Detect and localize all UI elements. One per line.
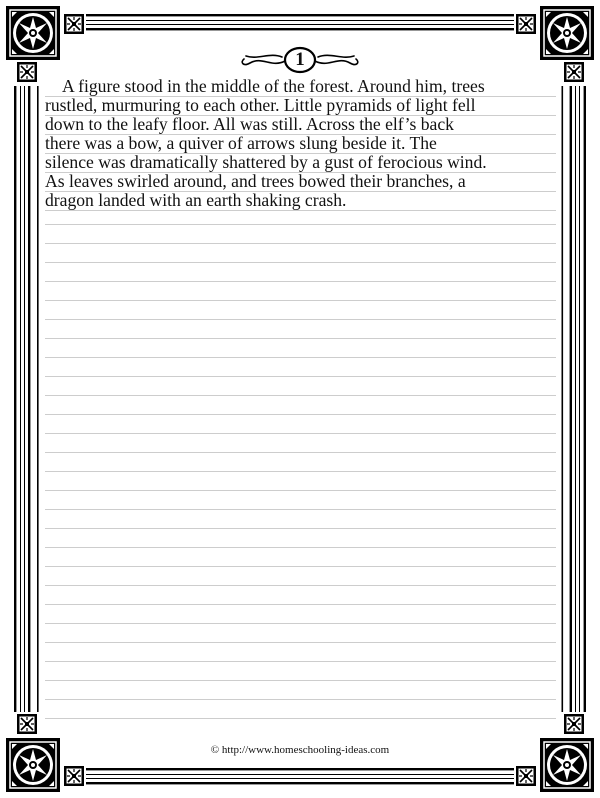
copyright-footer: © http://www.homeschooling-ideas.com	[210, 744, 390, 756]
tile-icon-bottom-right-h	[516, 766, 536, 786]
tile-icon-top-right-h	[516, 14, 536, 34]
tile-icon-bottom-left-h	[64, 766, 84, 786]
top-left-corner-icon	[6, 6, 60, 60]
tile-icon-bottom-left-v	[17, 714, 37, 734]
story-line: rustled, murmuring to each other. Little pyramids of light fell	[45, 95, 476, 115]
bottom-border	[86, 768, 514, 784]
tile-icon-bottom-right-v	[564, 714, 584, 734]
story-line: A figure stood in the middle of the forest. Around him, trees	[62, 76, 485, 96]
story-line: down to the leafy floor. All was still. Across the elf’s back	[45, 114, 454, 134]
left-border	[14, 86, 39, 712]
story-line: there was a bow, a quiver of arrows slung beside it. The	[45, 133, 437, 153]
tile-icon-top-left-v	[17, 62, 37, 82]
top-border	[86, 14, 514, 30]
tile-icon-top-left-h	[64, 14, 84, 34]
story-line: silence was dramatically shattered by a gust of ferocious wind.	[45, 152, 487, 172]
right-border	[562, 86, 587, 712]
top-right-corner-icon	[540, 6, 594, 60]
story-line: dragon landed with an earth shaking crash.	[45, 190, 347, 210]
chapter-number: 1	[295, 49, 305, 70]
story-paragraph	[45, 77, 557, 210]
tile-icon-top-right-v	[564, 62, 584, 82]
story-line: As leaves swirled around, and trees bowed their branches, a	[45, 171, 466, 191]
